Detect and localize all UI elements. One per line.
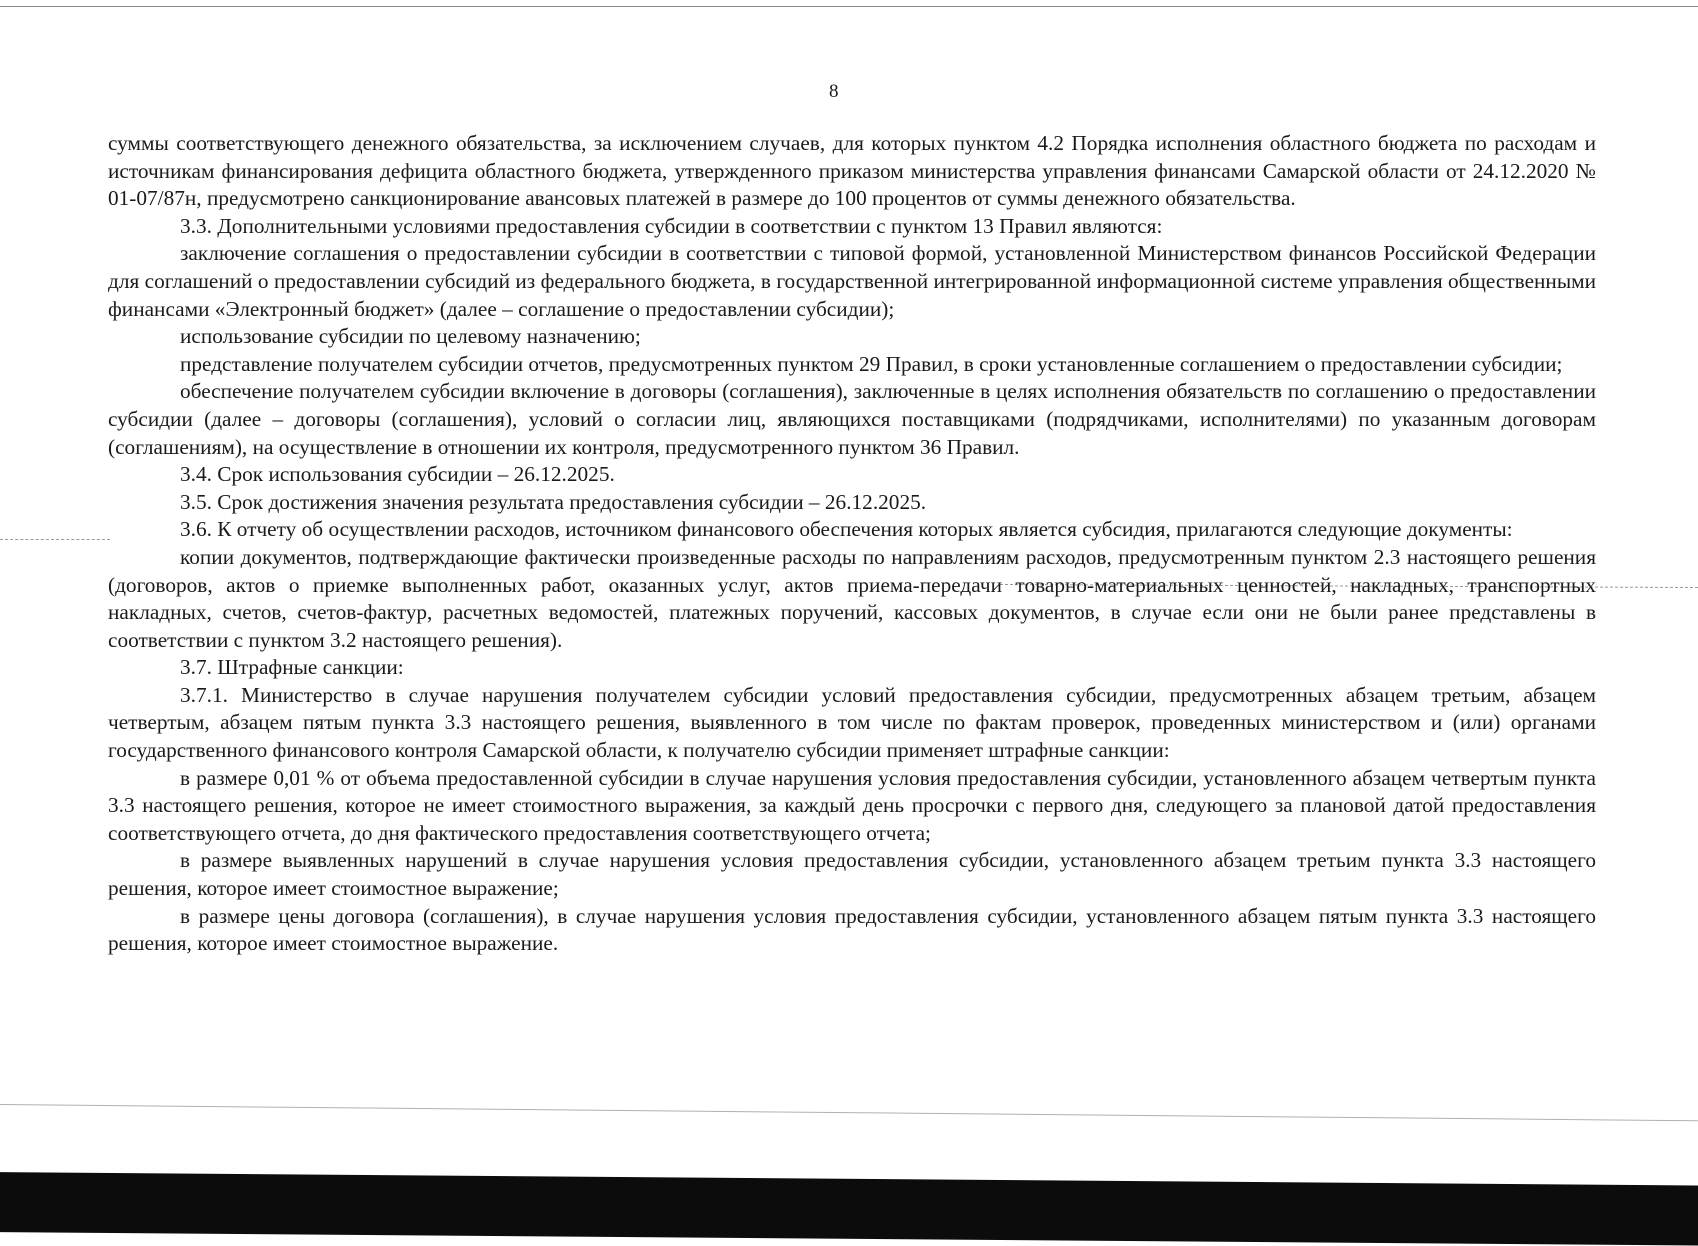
scan-top-edge xyxy=(0,6,1698,7)
paragraph-3-4: 3.4. Срок использования субсидии – 26.12.2025. xyxy=(180,462,615,487)
paragraph-3-3-condition-agreement: заключение соглашения о предоставлении субсидии в соответствии с типовой формой, установленной Министерством финансов Российской Федерации для соглашений о предоставлении субсидий из федерального бюджета, в государственной интегрированной информационной системе управления общественными финансами «Электронный бюджет» (далее – соглашение о предоставлении субсидии); xyxy=(108,241,1596,321)
scan-bottom-shadow xyxy=(0,1172,1698,1246)
paragraph-3-3-heading: 3.3. Дополнительными условиями предоставления субсидии в соответствии с пунктом 13 Правил являются: xyxy=(180,213,1163,238)
paragraph-continuation: суммы соответствующего денежного обязательства, за исключением случаев, для которых пунктом 4.2 Порядка исполнения областного бюджета по расходам и источникам финансирования дефицита областного бюджета, утвержденного приказом министерства управления финансами Самарской области от 24.12.2020 № 01-07/87н, предусмотрено санкционирование авансовых платежей в размере до 100 процентов от суммы денежного обязательства. xyxy=(108,131,1596,211)
paragraph-3-6-documents: копии документов, подтверждающие фактически произведенные расходы по направлениям расходов, предусмотренным пунктом 2.3 настоящего решения (договоров, актов о приемке выполненных работ, оказанных услуг, актов приема-передачи товарно-материальных ценностей, накладных, транспортных накладных, счетов, счетов-фактур, расчетных ведомостей, платежных поручений, кассовых документов, в случае если они не были ранее представлены в соответствии с пунктом 3.2 настоящего решения). xyxy=(108,544,1596,652)
paragraph-3-7-1: 3.7.1. Министерство в случае нарушения получателем субсидии условий предоставления субсидии, предусмотренных абзацем третьим, абзацем четвертым, абзацем пятым пункта 3.3 настоящего решения, выявленного в том числе по фактам проверок, проведенных министерством и (или) органами государственного финансового контроля Самарской области, к получателю субсидии применяет штрафные санкции: xyxy=(108,682,1596,763)
paragraph-3-3-condition-control: обеспечение получателем субсидии включение в договоры (соглашения), заключенные в целях исполнения обязательств по соглашению о предоставлении субсидии (далее – договоры (соглашения), условий о согласии лиц, являющихся поставщиками (подрядчиками, исполнителями) по указанным договорам (соглашениям), на осуществление в отношении их контроля, предусмотренного пунктом 36 Правил. xyxy=(108,379,1596,459)
document-body xyxy=(108,130,1596,958)
paragraph-3-7: 3.7. Штрафные санкции: xyxy=(180,655,404,680)
paragraph-3-5: 3.5. Срок достижения значения результата предоставления субсидии – 26.12.2025. xyxy=(180,489,927,514)
paragraph-3-3-condition-reports: представление получателем субсидии отчетов, предусмотренных пунктом 29 Правил, в сроки установленные соглашением о предоставлении субсидии; xyxy=(180,351,1563,376)
scan-artifact-line xyxy=(0,1104,1698,1121)
scan-artifact-line xyxy=(0,539,110,540)
page-number: 8 xyxy=(829,81,839,102)
paragraph-penalty-contract: в размере цены договора (соглашения), в случае нарушения условия предоставления субсидии, установленного абзацем пятым пункта 3.3 настоящего решения, которое имеет стоимостное выражение. xyxy=(108,903,1596,956)
paragraph-penalty-reports: в размере 0,01 % от объема предоставленной субсидии в случае нарушения условия предоставления субсидии, установленного абзацем четвертым пункта 3.3 настоящего решения, которое не имеет стоимостного выражения, за каждый день просрочки с первого дня, следующего за плановой датой предоставления соответствующего отчета, до дня фактического предоставления соответствующего отчета; xyxy=(108,765,1596,845)
paragraph-penalty-violations: в размере выявленных нарушений в случае нарушения условия предоставления субсидии, установленного абзацем третьим пункта 3.3 настоящего решения, которое имеет стоимостное выражение; xyxy=(108,848,1596,901)
paragraph-3-6: 3.6. К отчету об осуществлении расходов, источником финансового обеспечения которых является субсидия, прилагаются следующие документы: xyxy=(180,517,1513,542)
paragraph-3-3-condition-purpose: использование субсидии по целевому назначению; xyxy=(180,324,641,349)
